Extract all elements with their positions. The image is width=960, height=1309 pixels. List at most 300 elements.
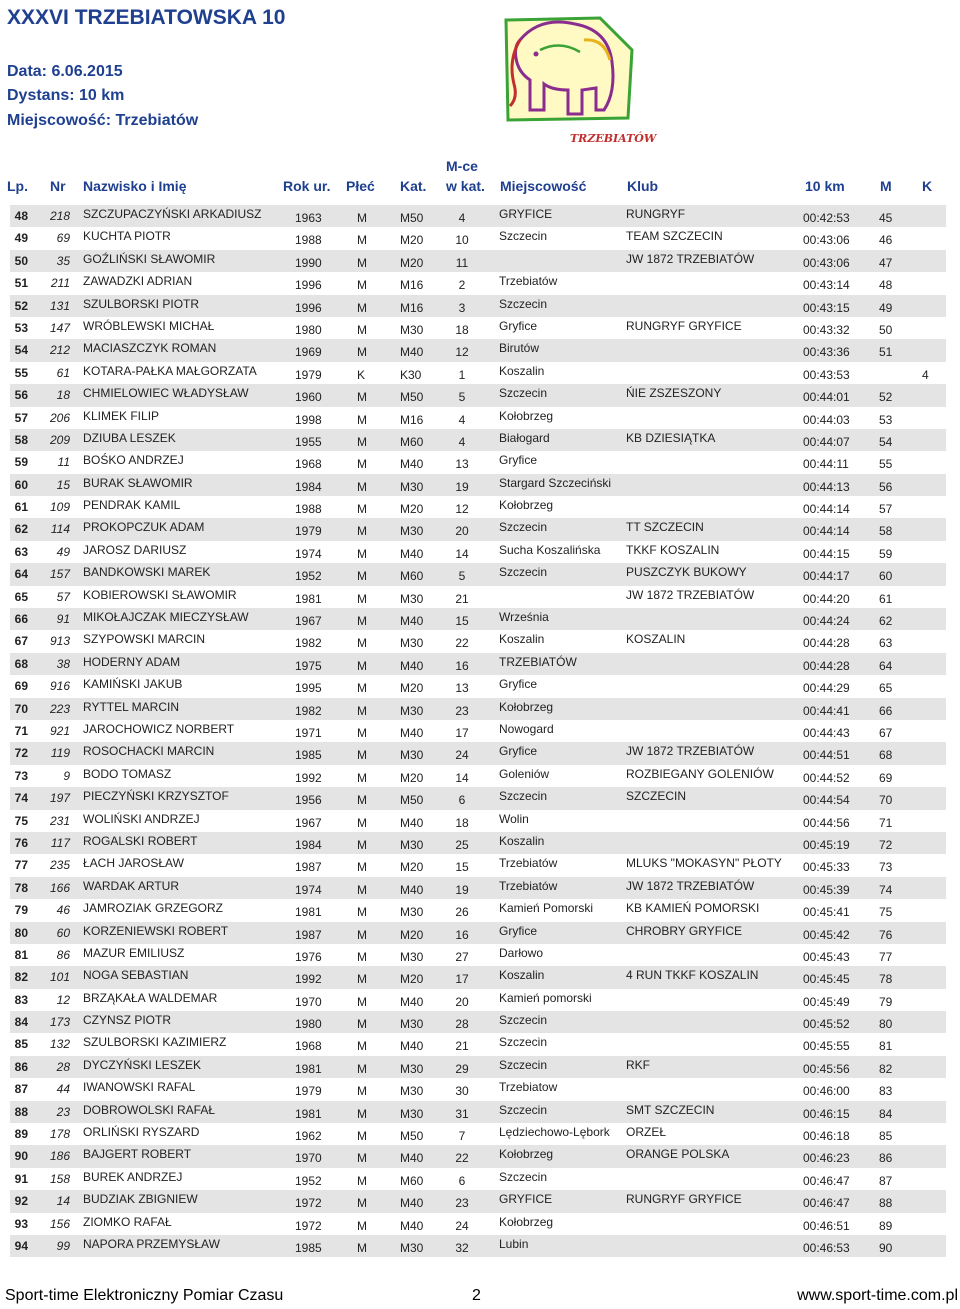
row-runner-name: HODERNY ADAM [83, 654, 181, 669]
row-category-place: 21 [455, 591, 469, 606]
row-birth-year: 1981 [295, 591, 322, 606]
row-birth-year: 1972 [295, 1218, 322, 1233]
row-male-place: 70 [879, 793, 893, 808]
row-sex: M [357, 502, 367, 517]
row-city: Gryfice [499, 677, 538, 692]
row-bib-number: 109 [49, 500, 70, 515]
row-runner-name: PIECZYŃSKI KRZYSZTOF [83, 789, 229, 804]
row-bib-number: 23 [56, 1104, 70, 1119]
row-city: Szczecin [499, 296, 548, 311]
table-row [10, 1123, 946, 1145]
row-category: M40 [400, 1218, 424, 1233]
row-category: M30 [400, 837, 424, 852]
row-runner-name: SZULBORSKI KAZIMIERZ [83, 1035, 227, 1050]
row-bib-number: 913 [49, 634, 70, 649]
row-category-place: 4 [458, 412, 466, 427]
row-time: 00:46:00 [803, 1084, 850, 1099]
row-bib-number: 57 [56, 589, 70, 604]
row-lp: 63 [14, 544, 28, 559]
row-time: 00:44:17 [803, 569, 850, 584]
row-category-place: 10 [455, 233, 469, 248]
row-bib-number: 235 [49, 858, 70, 873]
col-place-line2: w kat. [446, 178, 485, 194]
row-male-place: 78 [879, 972, 893, 987]
row-sex: M [357, 1061, 367, 1076]
row-city: Lędziechowo-Lębork [499, 1125, 610, 1140]
row-birth-year: 1981 [295, 1106, 322, 1121]
row-sex: M [357, 1017, 367, 1032]
table-row [10, 541, 946, 563]
row-bib-number: 35 [56, 253, 70, 268]
row-lp: 93 [14, 1216, 28, 1231]
row-time: 00:45:41 [803, 905, 850, 920]
row-category: M60 [400, 434, 424, 449]
row-club: TKKF KOSZALIN [626, 542, 720, 557]
row-category-place: 19 [455, 479, 469, 494]
row-birth-year: 1980 [295, 1017, 322, 1032]
row-category: M30 [400, 748, 424, 763]
row-time: 00:43:14 [803, 278, 850, 293]
row-bib-number: 101 [49, 970, 70, 985]
row-category-place: 20 [455, 994, 469, 1009]
row-bib-number: 916 [49, 679, 70, 694]
row-lp: 66 [14, 612, 28, 627]
row-bib-number: 212 [49, 343, 70, 358]
row-birth-year: 1987 [295, 860, 322, 875]
col-time: 10 km [805, 178, 845, 194]
row-runner-name: PENDRAK KAMIL [83, 498, 181, 513]
row-sex: M [357, 479, 367, 494]
row-category-place: 7 [458, 1129, 466, 1144]
row-sex: M [357, 1084, 367, 1099]
row-time: 00:44:51 [803, 748, 850, 763]
row-city: Koszalin [499, 632, 545, 647]
row-bib-number: 209 [49, 432, 70, 447]
row-time: 00:45:49 [803, 994, 850, 1009]
row-male-place: 56 [879, 479, 893, 494]
row-birth-year: 1995 [295, 681, 322, 696]
row-category-place: 19 [455, 882, 469, 897]
row-male-place: 84 [879, 1106, 893, 1121]
row-category: M40 [400, 1039, 424, 1054]
row-lp: 64 [14, 567, 28, 582]
row-category: M40 [400, 882, 424, 897]
row-category-place: 17 [455, 972, 469, 987]
row-city: Trzebiatów [499, 856, 558, 871]
row-male-place: 77 [879, 949, 893, 964]
row-city: Kołobrzeg [499, 498, 554, 513]
row-category-place: 14 [455, 770, 469, 785]
row-lp: 52 [14, 298, 28, 313]
row-category-place: 14 [455, 546, 469, 561]
row-lp: 48 [14, 209, 28, 223]
table-row [10, 1101, 946, 1123]
row-city: Kamień Pomorski [499, 901, 594, 916]
row-city: Szczecin [499, 520, 548, 535]
row-lp: 49 [14, 231, 28, 246]
row-city: Kamień pomorski [499, 990, 592, 1005]
row-sex: M [357, 972, 367, 987]
row-runner-name: PROKOPCZUK ADAM [83, 520, 205, 535]
row-birth-year: 1975 [295, 658, 322, 673]
column-headers [0, 150, 960, 198]
table-row [10, 429, 946, 451]
logo-text: TRZEBIATÓW [570, 132, 657, 145]
row-male-place: 65 [879, 681, 893, 696]
col-year: Rok ur. [283, 178, 331, 194]
row-club: 4 RUN TKKF KOSZALIN [626, 968, 759, 983]
table-row [10, 474, 946, 496]
row-time: 00:44:52 [803, 770, 850, 785]
row-category: M20 [400, 770, 424, 785]
row-male-place: 67 [879, 725, 893, 740]
row-birth-year: 1988 [295, 233, 322, 248]
row-time: 00:45:45 [803, 972, 850, 987]
table-row [10, 586, 946, 608]
row-lp: 59 [14, 455, 28, 470]
results-header [0, 0, 960, 205]
row-time: 00:45:19 [803, 837, 850, 852]
row-city: Trzebiatów [499, 878, 558, 893]
row-category: M40 [400, 725, 424, 740]
row-time: 00:44:03 [803, 412, 850, 427]
row-category: M40 [400, 345, 424, 360]
row-lp: 78 [14, 880, 28, 895]
row-lp: 92 [14, 1194, 28, 1209]
row-male-place: 87 [879, 1173, 893, 1188]
row-city: Wolin [499, 811, 529, 826]
row-city: GRYFICE [499, 207, 553, 221]
row-runner-name: DYCZYŃSKI LESZEK [83, 1057, 202, 1072]
row-category-place: 30 [455, 1084, 469, 1099]
table-row [10, 944, 946, 966]
row-birth-year: 1985 [295, 1240, 322, 1255]
footer-website-link[interactable]: www.sport-time.com.pl [797, 1287, 958, 1304]
row-bib-number: 60 [56, 925, 70, 940]
row-club: KB DZIESIĄTKA [626, 430, 716, 445]
row-runner-name: ZIOMKO RAFAŁ [83, 1214, 172, 1229]
table-row [10, 765, 946, 787]
row-female-place: 4 [922, 367, 929, 382]
row-city: Szczecin [499, 1013, 548, 1028]
row-category: M40 [400, 614, 424, 629]
row-birth-year: 1992 [295, 972, 322, 987]
row-category: K30 [400, 367, 422, 382]
row-category-place: 18 [455, 322, 469, 337]
elephant-logo-icon [500, 10, 640, 150]
row-birth-year: 1981 [295, 1061, 322, 1076]
row-lp: 56 [14, 388, 28, 403]
row-birth-year: 1984 [295, 479, 322, 494]
table-row [10, 877, 946, 899]
event-title: XXXVI TRZEBIATOWSKA 10 [7, 6, 286, 29]
row-club: MLUKS "MOKASYN" PŁOTY [626, 856, 782, 871]
row-male-place: 81 [879, 1039, 893, 1054]
row-time: 00:44:28 [803, 636, 850, 651]
row-runner-name: JAROCHOWICZ NORBERT [83, 721, 235, 736]
row-time: 00:44:29 [803, 681, 850, 696]
row-lp: 50 [14, 253, 28, 268]
row-runner-name: NAPORA PRZEMYSŁAW [83, 1236, 220, 1251]
row-time: 00:46:47 [803, 1196, 850, 1211]
row-bib-number: 14 [56, 1194, 70, 1209]
row-category-place: 17 [455, 725, 469, 740]
row-runner-name: ŁACH JAROSŁAW [83, 856, 184, 871]
row-category-place: 24 [455, 1218, 469, 1233]
row-runner-name: RYTTEL MARCIN [83, 699, 180, 714]
row-sex: M [357, 815, 367, 830]
row-city: Szczecin [499, 565, 548, 580]
row-runner-name: BURAK SŁAWOMIR [83, 475, 193, 490]
row-bib-number: 38 [56, 656, 70, 671]
row-time: 00:44:54 [803, 793, 850, 808]
row-runner-name: DOBROWOLSKI RAFAŁ [83, 1102, 216, 1117]
row-time: 00:45:39 [803, 882, 850, 897]
row-category-place: 21 [455, 1039, 469, 1054]
table-row [10, 787, 946, 809]
row-city: Gryfice [499, 453, 538, 468]
row-birth-year: 1979 [295, 524, 322, 539]
row-sex: M [357, 614, 367, 629]
col-lp: Lp. [7, 178, 28, 194]
row-category-place: 31 [455, 1106, 469, 1121]
row-time: 00:44:14 [803, 524, 850, 539]
row-category: M50 [400, 1129, 424, 1144]
row-category: M16 [400, 300, 424, 315]
row-sex: M [357, 390, 367, 405]
row-sex: M [357, 1151, 367, 1166]
row-runner-name: KOTARA-PAŁKA MAŁGORZATA [83, 363, 257, 378]
table-row [10, 854, 946, 876]
row-time: 00:45:33 [803, 860, 850, 875]
row-city: Kołobrzeg [499, 699, 554, 714]
table-row [10, 630, 946, 652]
row-club: PUSZCZYK BUKOWY [626, 565, 747, 580]
row-category: M20 [400, 255, 424, 270]
table-row [10, 250, 946, 272]
row-time: 00:44:56 [803, 815, 850, 830]
row-male-place: 54 [879, 434, 893, 449]
row-club: ROZBIEGANY GOLENIÓW [626, 766, 774, 781]
row-category-place: 27 [455, 949, 469, 964]
row-runner-name: BUREK ANDRZEJ [83, 1169, 183, 1184]
table-row [10, 1168, 946, 1190]
row-male-place: 52 [879, 390, 893, 405]
row-runner-name: MACIASZCZYK ROMAN [83, 341, 217, 356]
table-row [10, 966, 946, 988]
row-category-place: 23 [455, 1196, 469, 1211]
row-runner-name: SZCZUPACZYŃSKI ARKADIUSZ [83, 207, 262, 221]
row-male-place: 89 [879, 1218, 893, 1233]
row-bib-number: 211 [50, 276, 70, 291]
row-sex: M [357, 412, 367, 427]
row-sex: M [357, 322, 367, 337]
table-row [10, 989, 946, 1011]
row-category-place: 12 [455, 345, 469, 360]
row-club: TEAM SZCZECIN [626, 229, 723, 244]
row-time: 00:43:53 [803, 367, 850, 382]
row-bib-number: 166 [49, 880, 70, 895]
table-row [10, 810, 946, 832]
table-row [10, 205, 946, 227]
row-category-place: 32 [455, 1240, 469, 1255]
row-runner-name: SZULBORSKI PIOTR [83, 296, 200, 311]
row-category: M30 [400, 1061, 424, 1076]
row-lp: 60 [14, 477, 28, 492]
row-city: Gryfice [499, 318, 538, 333]
row-bib-number: 921 [49, 723, 70, 738]
row-runner-name: BOŚKO ANDRZEJ [83, 453, 184, 468]
row-lp: 94 [14, 1238, 28, 1253]
row-city: Nowogard [499, 721, 554, 736]
row-sex: M [357, 1173, 367, 1188]
row-runner-name: NOGA SEBASTIAN [83, 968, 189, 983]
row-club: SMT SZCZECIN [626, 1102, 715, 1117]
row-category-place: 3 [458, 300, 466, 315]
row-lp: 55 [14, 365, 28, 380]
row-bib-number: 131 [49, 298, 70, 313]
row-bib-number: 15 [56, 477, 70, 492]
row-birth-year: 1969 [295, 345, 322, 360]
row-category-place: 12 [455, 502, 469, 517]
row-city: Szczecin [499, 1057, 548, 1072]
table-row [10, 272, 946, 294]
row-lp: 76 [14, 835, 28, 850]
table-row [10, 295, 946, 317]
row-bib-number: 156 [49, 1216, 70, 1231]
row-time: 00:46:18 [803, 1129, 850, 1144]
table-row [10, 451, 946, 473]
row-lp: 77 [14, 858, 28, 873]
col-city: Miejscowość [500, 178, 587, 194]
row-category: M20 [400, 502, 424, 517]
row-male-place: 48 [879, 278, 893, 293]
row-sex: M [357, 748, 367, 763]
table-row [10, 832, 946, 854]
row-runner-name: KUCHTA PIOTR [83, 229, 171, 244]
row-male-place: 66 [879, 703, 893, 718]
row-city: Szczecin [499, 1035, 548, 1050]
row-male-place: 80 [879, 1017, 893, 1032]
row-birth-year: 1968 [295, 1039, 322, 1054]
row-city: Szczecin [499, 1102, 548, 1117]
row-male-place: 82 [879, 1061, 893, 1076]
row-time: 00:45:42 [803, 927, 850, 942]
row-category-place: 22 [455, 1151, 469, 1166]
row-time: 00:46:51 [803, 1218, 850, 1233]
row-city: Goleniów [499, 766, 550, 781]
row-category-place: 25 [455, 837, 469, 852]
row-male-place: 57 [879, 502, 893, 517]
row-runner-name: ROGALSKI ROBERT [83, 833, 198, 848]
row-time: 00:44:28 [803, 658, 850, 673]
col-m: M [880, 178, 892, 194]
row-category: M30 [400, 479, 424, 494]
row-club: ŃIE ZSZESZONY [626, 386, 722, 401]
row-lp: 90 [14, 1149, 28, 1164]
row-male-place: 55 [879, 457, 893, 472]
event-date: Data: 6.06.2015 [7, 63, 123, 80]
row-category: M50 [400, 793, 424, 808]
row-category: M20 [400, 927, 424, 942]
row-bib-number: 173 [49, 1015, 70, 1030]
row-lp: 68 [14, 656, 28, 671]
row-category-place: 4 [458, 434, 466, 449]
row-category: M30 [400, 1017, 424, 1032]
row-male-place: 79 [879, 994, 893, 1009]
row-runner-name: KOBIEROWSKI SŁAWOMIR [83, 587, 237, 602]
row-city: GRYFICE [499, 1192, 553, 1207]
row-sex: M [357, 1106, 367, 1121]
table-row [10, 922, 946, 944]
row-runner-name: MIKOŁAJCZAK MIECZYSŁAW [83, 610, 249, 625]
row-category: M60 [400, 1173, 424, 1188]
row-bib-number: 119 [50, 746, 70, 761]
row-bib-number: 11 [57, 455, 70, 470]
table-row [10, 1190, 946, 1212]
row-city: Darłowo [499, 945, 544, 960]
row-runner-name: WRÓBLEWSKI MICHAŁ [83, 318, 215, 333]
row-lp: 54 [14, 343, 28, 358]
row-sex: M [357, 211, 367, 225]
row-birth-year: 1971 [295, 725, 322, 740]
row-club: KOSZALIN [626, 632, 686, 647]
row-lp: 87 [14, 1082, 28, 1097]
row-birth-year: 1979 [295, 1084, 322, 1099]
row-male-place: 50 [879, 322, 893, 337]
row-category-place: 5 [458, 569, 466, 584]
row-male-place: 45 [879, 211, 893, 225]
table-row [10, 1011, 946, 1033]
row-lp: 53 [14, 320, 28, 335]
row-category-place: 26 [455, 905, 469, 920]
table-row [10, 317, 946, 339]
row-category: M20 [400, 233, 424, 248]
row-runner-name: BANDKOWSKI MAREK [83, 565, 211, 580]
row-club: JW 1872 TRZEBIATÓW [626, 251, 755, 266]
row-category: M50 [400, 211, 424, 225]
row-birth-year: 1974 [295, 882, 322, 897]
row-category: M30 [400, 1240, 424, 1255]
row-bib-number: 28 [56, 1059, 70, 1074]
row-category: M30 [400, 636, 424, 651]
row-birth-year: 1981 [295, 905, 322, 920]
row-birth-year: 1980 [295, 322, 322, 337]
row-sex: M [357, 591, 367, 606]
row-club: KB KAMIEŃ POMORSKI [626, 901, 760, 916]
row-category-place: 2 [458, 278, 466, 293]
row-runner-name: KORZENIEWSKI ROBERT [83, 923, 229, 938]
row-lp: 82 [14, 970, 28, 985]
row-lp: 84 [14, 1015, 28, 1030]
row-time: 00:44:01 [803, 390, 850, 405]
row-male-place: 60 [879, 569, 893, 584]
row-runner-name: WOLIŃSKI ANDRZEJ [83, 811, 200, 826]
row-runner-name: SZYPOWSKI MARCIN [83, 632, 206, 647]
row-runner-name: BUDZIAK ZBIGNIEW [83, 1192, 198, 1207]
col-place-line1: M-ce [446, 158, 478, 174]
row-birth-year: 1976 [295, 949, 322, 964]
row-sex: M [357, 636, 367, 651]
row-lp: 71 [14, 723, 28, 738]
row-male-place: 83 [879, 1084, 893, 1099]
row-birth-year: 1998 [295, 412, 322, 427]
row-category-place: 13 [455, 681, 469, 696]
row-bib-number: 218 [49, 209, 70, 223]
row-sex: M [357, 255, 367, 270]
row-runner-name: BODO TOMASZ [83, 766, 172, 781]
row-bib-number: 99 [56, 1238, 70, 1253]
